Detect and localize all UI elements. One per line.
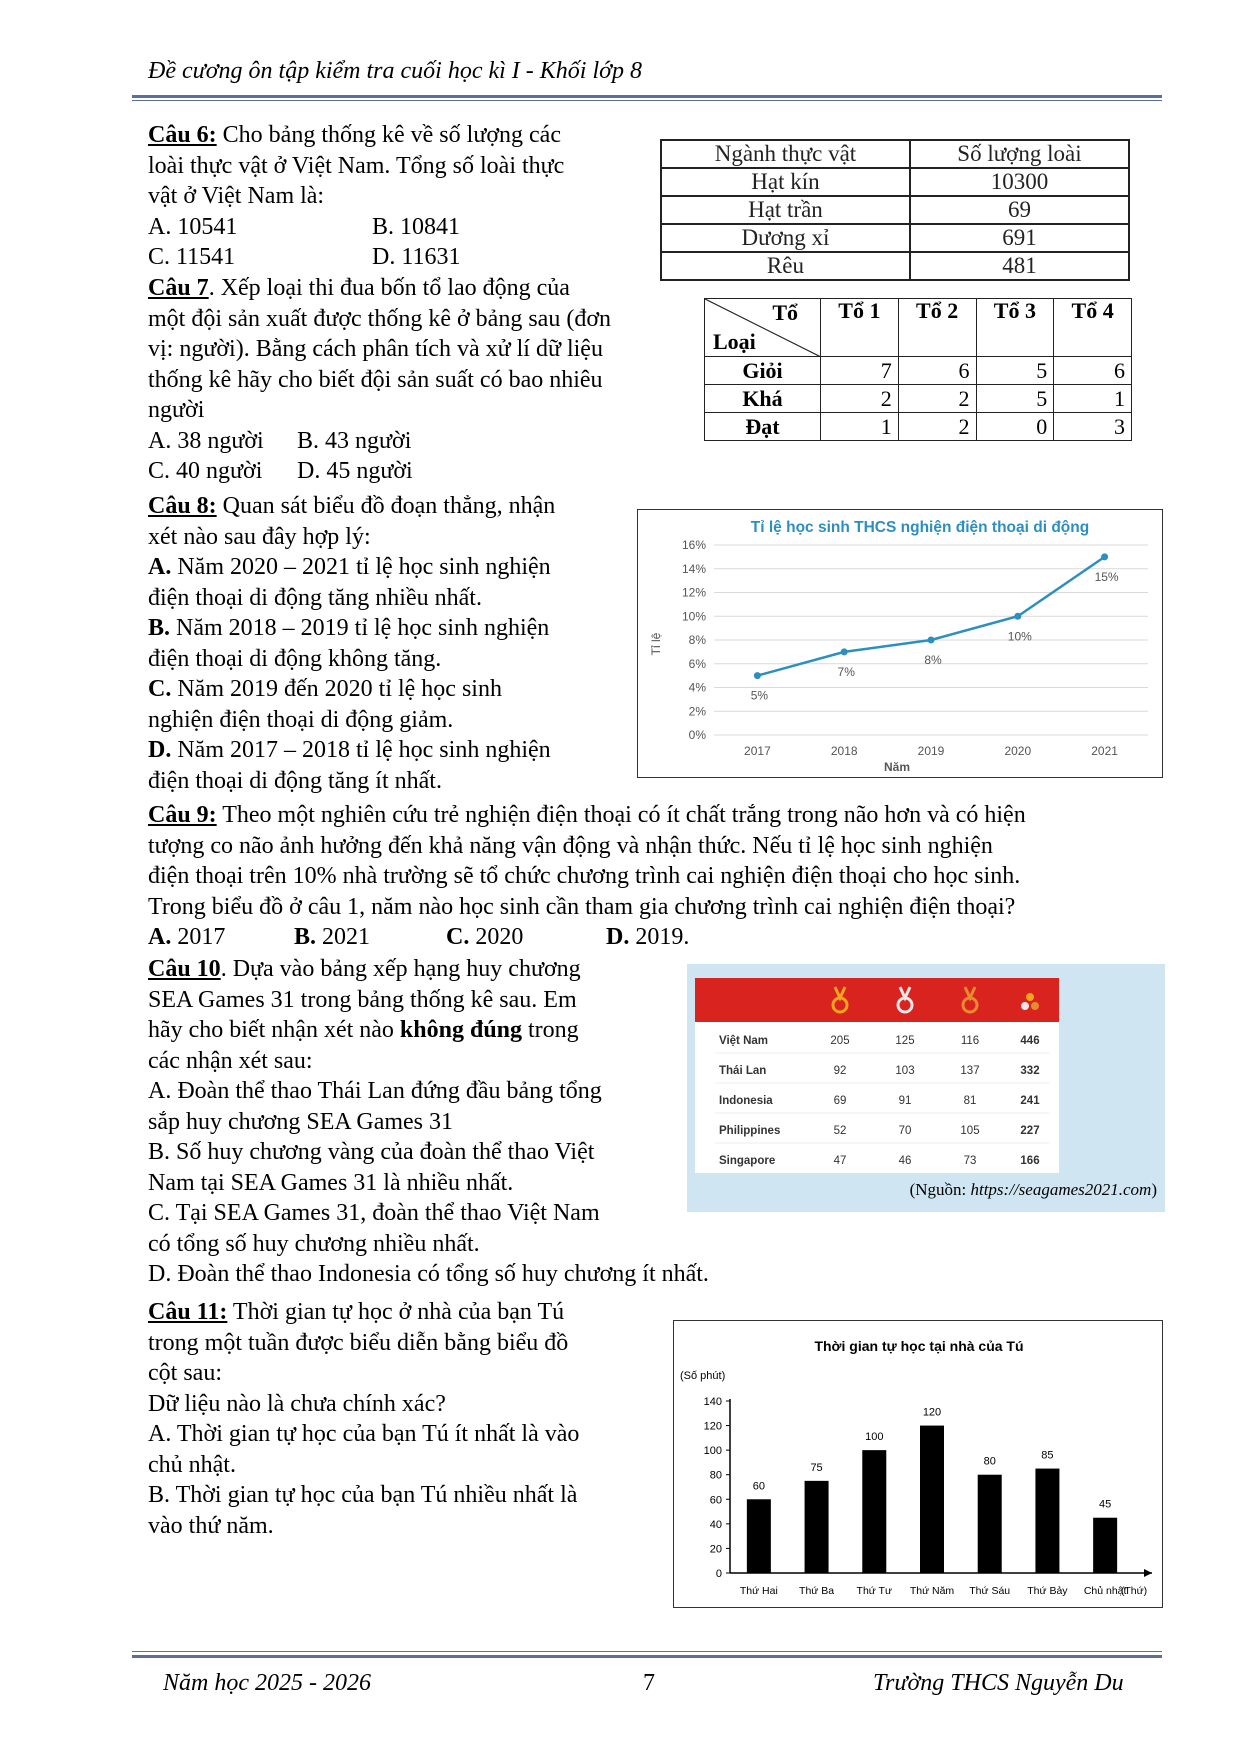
- y-tick-label: 80: [709, 1469, 722, 1482]
- q6-line: vật ở Việt Nam là:: [148, 183, 325, 209]
- medal-country: Indonesia: [719, 1095, 773, 1107]
- y-tick-label: 8%: [688, 633, 706, 647]
- y-tick-label: 14%: [681, 561, 706, 576]
- q6-line: Cho bảng thống kê về số lượng các: [216, 122, 561, 148]
- bar: [920, 1426, 944, 1573]
- data-label: 120: [922, 1406, 942, 1419]
- y-tick-label: 40: [709, 1518, 722, 1531]
- data-label: 7%: [837, 664, 855, 679]
- footer-school-name: Trường THCS Nguyễn Du: [873, 1670, 1124, 1696]
- table-cell: 5: [976, 357, 1054, 385]
- table-cell: 2: [898, 413, 976, 441]
- table-cell: 3: [1054, 413, 1132, 441]
- q10-line: hãy cho biết nhận xét nào: [148, 1017, 400, 1043]
- y-tick-label: 20: [709, 1543, 722, 1556]
- medal-count: 103: [895, 1065, 915, 1077]
- bar: [978, 1475, 1002, 1573]
- q10-line: SEA Games 31 trong bảng thống kê sau. Em: [148, 986, 577, 1013]
- q9-line: điện thoại trên 10% nhà trường sẽ tổ chức chương trình cai nghiện điện thoại cho học sinh.: [148, 863, 1021, 889]
- bar: [805, 1481, 829, 1573]
- q9-option-a: A. 2017: [148, 924, 226, 950]
- question-6: [148, 120, 564, 273]
- team-ranking-table: [704, 298, 1132, 441]
- q8-label: Câu 8:: [148, 493, 217, 519]
- q7-line: . Xếp loại thi đua bốn tổ lao động của: [208, 275, 570, 301]
- question-8: [148, 491, 555, 796]
- q10-option-a: sắp huy chương SEA Games 31: [148, 1108, 454, 1135]
- q11-option-a: chủ nhật.: [148, 1451, 236, 1478]
- q10-option-d: D. Đoàn thể thao Indonesia có tổng số huy chương ít nhất.: [148, 1261, 709, 1287]
- medal-count: 92: [833, 1065, 847, 1077]
- table-header: Tổ 2: [898, 299, 976, 357]
- q9-line: tượng co não ảnh hưởng đến khả năng vận động và nhận thức. Nếu tỉ lệ học sinh nghiện: [148, 832, 993, 859]
- q9-option-b: B. 2021: [294, 924, 371, 950]
- q7-option-d: D. 45 người: [297, 458, 413, 484]
- table-row-label: Giỏi: [705, 357, 821, 385]
- q8-option-text: Năm 2019 đến 2020 tỉ lệ học sinh: [171, 676, 502, 702]
- q10-option-b: B. Số huy chương vàng của đoàn thể thao Việt: [148, 1139, 595, 1165]
- medal-count: 52: [833, 1125, 847, 1137]
- table-cell: Hạt trần: [661, 196, 910, 224]
- x-tick-label: 2017: [744, 744, 771, 758]
- table-row: [661, 168, 1129, 196]
- q10-line: . Dựa vào bảng xếp hạng huy chương: [220, 956, 581, 982]
- data-label: 15%: [1094, 569, 1119, 584]
- table-row: [705, 357, 1132, 385]
- table-row-label: Khá: [705, 385, 821, 413]
- y-axis-label: Tỉ lệ: [649, 632, 663, 656]
- data-point: [928, 637, 935, 644]
- x-axis-label: Năm: [883, 760, 911, 774]
- footer-rule-thin: [132, 1651, 1162, 1652]
- medal-source: (Nguồn: https://seagames2021.com): [909, 1180, 1157, 1199]
- table-cell: 1: [821, 413, 899, 441]
- y-tick-label: 16%: [681, 538, 706, 552]
- x-axis-label: (Thứ): [1120, 1585, 1148, 1597]
- x-tick-label: Thứ Hai: [739, 1585, 778, 1597]
- question-11: [148, 1297, 579, 1541]
- q7-line: người: [148, 397, 205, 423]
- page-header-title: Đề cương ôn tập kiểm tra cuối học kì I - Khối lớp 8: [148, 58, 642, 84]
- y-tick-label: 60: [709, 1494, 722, 1507]
- q11-option-b: B. Thời gian tự học của bạn Tú nhiều nhất là: [148, 1482, 578, 1508]
- q10-option-b: Nam tại SEA Games 31 là nhiều nhất.: [148, 1169, 514, 1196]
- q7-option-c: C. 40 người: [148, 458, 263, 484]
- bar-chart: [674, 1321, 1161, 1606]
- bar-chart-box: [673, 1320, 1163, 1608]
- header-rule: [132, 95, 1162, 98]
- x-axis-arrow-icon: [1144, 1569, 1152, 1577]
- medal-count: 70: [898, 1125, 912, 1137]
- plant-species-table: [660, 139, 1130, 281]
- table-cell: Hạt kín: [661, 168, 910, 196]
- data-point: [754, 672, 761, 679]
- q7-label: Câu 7: [148, 275, 209, 301]
- data-label: 85: [1041, 1449, 1054, 1462]
- table-cell: 10300: [910, 168, 1129, 196]
- q11-line: Dữ liệu nào là chưa chính xác?: [148, 1390, 446, 1417]
- y-tick-label: 10%: [681, 609, 706, 624]
- x-tick-label: Thứ Ba: [799, 1585, 835, 1597]
- data-label: 60: [752, 1480, 765, 1493]
- medal-count: 69: [833, 1095, 847, 1107]
- q6-line: loài thực vật ở Việt Nam. Tổng số loài thực: [148, 152, 565, 179]
- medal-count: 205: [830, 1035, 850, 1047]
- table-row: [705, 385, 1132, 413]
- q6-option-d: D. 11631: [372, 244, 461, 270]
- table-cell: 7: [821, 357, 899, 385]
- q10-label: Câu 10: [148, 956, 221, 982]
- q10-emphasis: không đúng: [399, 1017, 523, 1043]
- q7-line: thống kê hãy cho biết đội sản suất có bao nhiêu: [148, 366, 603, 393]
- q11-option-a: A. Thời gian tự học của bạn Tú ít nhất là vào: [148, 1421, 580, 1447]
- table-cell: 0: [976, 413, 1054, 441]
- q10-line: các nhận xét sau:: [148, 1047, 313, 1074]
- x-tick-label: 2021: [1091, 744, 1118, 758]
- q11-label: Câu 11:: [148, 1299, 228, 1325]
- data-label: 75: [810, 1461, 823, 1474]
- table-cell: 2: [821, 385, 899, 413]
- y-tick-label: 0: [715, 1568, 722, 1580]
- q8-option-text: điện thoại di động không tăng.: [148, 645, 442, 672]
- q8-option-key: D.: [148, 737, 172, 763]
- medal-count: 332: [1020, 1065, 1040, 1077]
- q9-label: Câu 9:: [148, 802, 217, 828]
- data-label: 80: [983, 1455, 996, 1468]
- question-10: [148, 954, 709, 1290]
- q11-option-b: vào thứ năm.: [148, 1512, 274, 1539]
- medal-count: 105: [960, 1125, 980, 1137]
- corner-top-label: Tổ: [772, 300, 798, 325]
- medal-count: 137: [960, 1065, 980, 1077]
- table-cell: Rêu: [661, 252, 910, 280]
- x-tick-label: Thứ Tư: [856, 1585, 893, 1597]
- q10-line: trong: [522, 1017, 579, 1043]
- medal-count: 227: [1020, 1125, 1040, 1137]
- table-cell: Dương xỉ: [661, 224, 910, 252]
- x-tick-label: 2018: [830, 744, 858, 758]
- q7-option-a: A. 38 người: [148, 427, 264, 454]
- y-tick-label: 140: [703, 1396, 722, 1408]
- table-cell: 691: [910, 224, 1129, 252]
- medal-country: Thái Lan: [719, 1065, 767, 1077]
- table-cell: 6: [898, 357, 976, 385]
- y-tick-label: 6%: [688, 656, 706, 671]
- table-header: Tổ 1: [821, 299, 899, 357]
- x-tick-label: 2020: [1004, 744, 1032, 758]
- medal-count: 166: [1020, 1155, 1040, 1167]
- q6-option-c: C. 11541: [148, 244, 236, 270]
- x-tick-label: Thứ Năm: [909, 1585, 955, 1597]
- bar: [1035, 1469, 1059, 1573]
- question-9: [148, 800, 1026, 953]
- medal-table-panel: [695, 978, 1059, 1173]
- q8-option-text: điện thoại di động tăng ít nhất.: [148, 767, 442, 794]
- table-corner-cell: [705, 299, 821, 357]
- data-label: 8%: [924, 653, 942, 667]
- table-row: [661, 252, 1129, 280]
- data-point: [1014, 613, 1021, 620]
- table-row: [661, 196, 1129, 224]
- table-row-label: Đạt: [705, 413, 821, 441]
- medal-count: 81: [963, 1095, 977, 1107]
- q9-line: Theo một nghiên cứu trẻ nghiện điện thoại có ít chất trắng trong não hơn và có hiện: [216, 802, 1026, 828]
- q8-option-key: B.: [148, 615, 171, 641]
- footer-rule: [132, 1655, 1162, 1658]
- y-tick-label: 0%: [688, 728, 706, 742]
- table-header: Số lượng loài: [910, 140, 1129, 168]
- chart-title: Thời gian tự học tại nhà của Tú: [814, 1338, 1024, 1354]
- table-cell: 1: [1054, 385, 1132, 413]
- line-chart-box: [637, 509, 1163, 778]
- q8-option-text: điện thoại di động tăng nhiều nhất.: [148, 584, 482, 611]
- q8-option-text: Năm 2020 – 2021 tỉ lệ học sinh nghiện: [171, 554, 551, 580]
- medal-header-bar: [695, 978, 1059, 1022]
- bar: [747, 1499, 771, 1573]
- page-number: 7: [643, 1670, 655, 1696]
- y-tick-label: 4%: [688, 680, 706, 695]
- medal-count: 241: [1020, 1095, 1040, 1107]
- corner-bottom-label: Loại: [713, 329, 756, 354]
- q9-option-c: C. 2020: [446, 924, 524, 950]
- data-label: 100: [865, 1431, 884, 1444]
- y-tick-label: 100: [703, 1445, 722, 1458]
- q7-line: một đội sản xuất được thống kê ở bảng sau (đơn: [148, 305, 612, 332]
- q7-line: vị: người). Bằng cách phân tích và xử lí dữ liệu: [148, 336, 603, 362]
- y-axis-label: (Số phút): [680, 1370, 726, 1382]
- q10-option-c: có tổng số huy chương nhiều nhất.: [148, 1230, 480, 1257]
- table-header: Tổ 3: [976, 299, 1054, 357]
- x-tick-label: Thứ Sáu: [969, 1585, 1011, 1597]
- medal-count: 73: [963, 1155, 977, 1167]
- bar: [1093, 1518, 1117, 1573]
- data-label: 45: [1099, 1498, 1112, 1511]
- q8-option-text: Năm 2017 – 2018 tỉ lệ học sinh nghiện: [171, 737, 551, 763]
- q11-line: trong một tuần được biểu diễn bằng biểu đồ: [148, 1329, 569, 1356]
- q7-option-b: B. 43 người: [297, 427, 412, 454]
- q6-option-a: A. 10541: [148, 213, 238, 240]
- medal-table: [695, 978, 1059, 1173]
- table-cell: 6: [1054, 357, 1132, 385]
- medal-count: 46: [898, 1155, 912, 1167]
- q8-option-text: Năm 2018 – 2019 tỉ lệ học sinh nghiện: [170, 615, 550, 641]
- q9-line: Trong biểu đồ ở câu 1, năm nào học sinh cần tham gia chương trình cai nghiện điện thoại?: [148, 893, 1016, 920]
- medal-count: 47: [833, 1155, 847, 1167]
- footer-school-year: Năm học 2025 - 2026: [163, 1670, 371, 1696]
- q11-line: cột sau:: [148, 1360, 222, 1386]
- line-chart: [638, 510, 1161, 776]
- x-tick-label: Chủ nhật: [1083, 1585, 1127, 1597]
- data-point: [1101, 553, 1108, 560]
- y-tick-label: 120: [703, 1420, 722, 1433]
- medal-country: Philippines: [719, 1125, 781, 1137]
- q11-line: Thời gian tự học ở nhà của bạn Tú: [227, 1299, 565, 1325]
- q8-option-text: nghiện điện thoại di động giảm.: [148, 706, 454, 733]
- medal-country: Việt Nam: [719, 1035, 769, 1047]
- table-cell: 5: [976, 385, 1054, 413]
- table-row: [661, 224, 1129, 252]
- x-tick-label: Thứ Bảy: [1027, 1585, 1068, 1597]
- chart-title: Tỉ lệ học sinh THCS nghiện điện thoại di động: [750, 519, 1090, 536]
- q8-line: xét nào sau đây hợp lý:: [148, 523, 371, 550]
- table-cell: 69: [910, 196, 1129, 224]
- question-7: [148, 273, 611, 487]
- header-rule-thin: [132, 100, 1162, 101]
- data-label: 10%: [1007, 629, 1032, 644]
- medal-count: 125: [895, 1035, 915, 1047]
- data-point: [841, 648, 848, 655]
- medal-country: Singapore: [719, 1155, 776, 1167]
- q10-option-a: A. Đoàn thể thao Thái Lan đứng đầu bảng tổng: [148, 1078, 602, 1104]
- medal-count: 116: [960, 1035, 980, 1047]
- medal-count: 91: [898, 1095, 912, 1107]
- medal-table-figure: [687, 964, 1165, 1212]
- x-tick-label: 2019: [917, 744, 945, 758]
- table-header: Tổ 4: [1054, 299, 1132, 357]
- q8-option-key: A.: [148, 554, 172, 580]
- data-label: 5%: [750, 688, 769, 703]
- y-tick-label: 2%: [688, 704, 706, 719]
- q8-option-key: C.: [148, 676, 172, 702]
- table-row: [705, 413, 1132, 441]
- q10-option-c: C. Tại SEA Games 31, đoàn thể thao Việt Nam: [148, 1200, 600, 1226]
- q8-line: Quan sát biểu đồ đoạn thẳng, nhận: [216, 493, 556, 519]
- q6-label: Câu 6:: [148, 122, 217, 148]
- bar: [862, 1450, 886, 1573]
- q6-option-b: B. 10841: [372, 213, 461, 240]
- table-cell: 2: [898, 385, 976, 413]
- medal-count: 446: [1020, 1035, 1040, 1047]
- y-tick-label: 12%: [681, 585, 706, 600]
- table-header: Ngành thực vật: [661, 140, 910, 168]
- table-cell: 481: [910, 252, 1129, 280]
- q9-option-d: D. 2019.: [606, 924, 690, 950]
